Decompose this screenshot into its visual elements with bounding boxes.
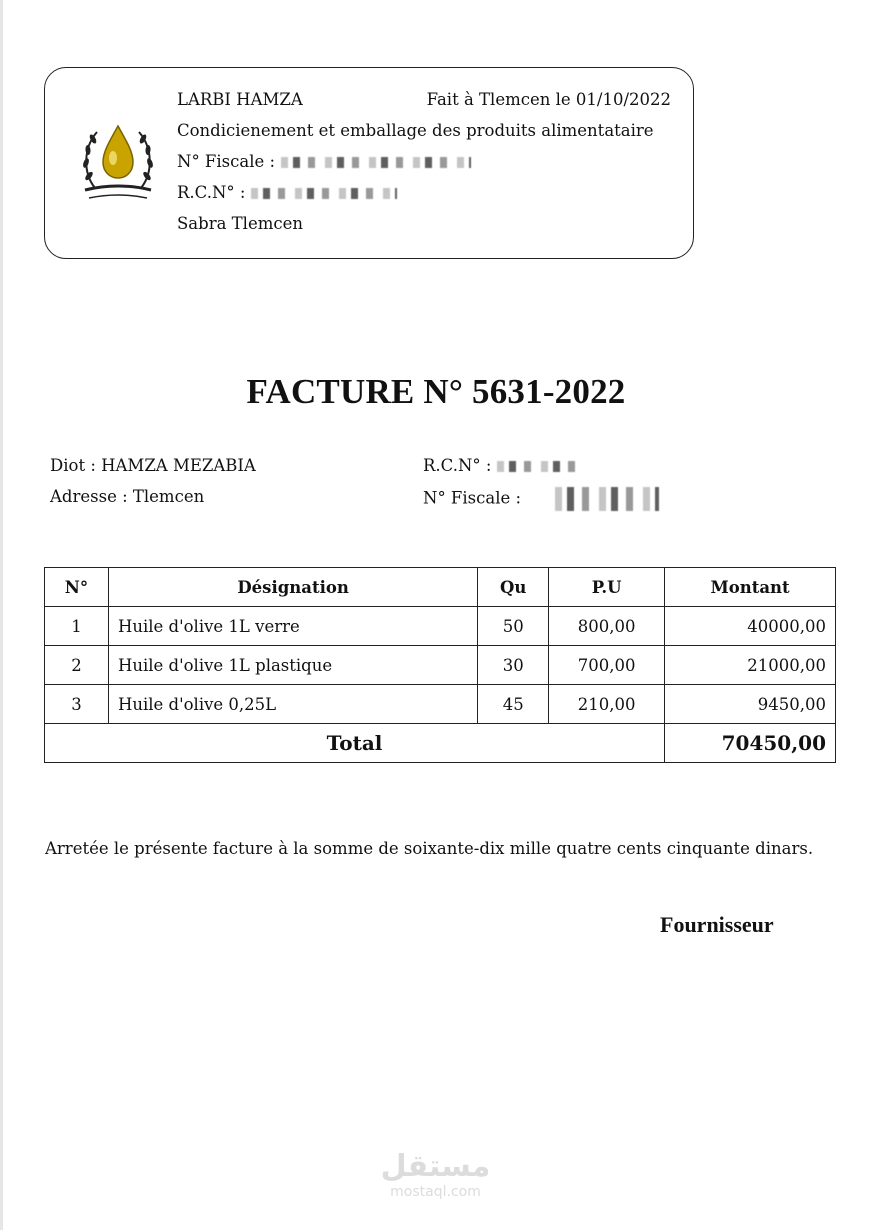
row-quantity: 50	[478, 607, 549, 646]
table-header-row	[45, 568, 836, 607]
redacted-value	[281, 157, 471, 168]
row-unit-price: 800,00	[549, 607, 665, 646]
supplier-address: Sabra Tlemcen	[177, 214, 303, 233]
watermark-arabic: مستقل	[380, 1149, 491, 1184]
row-amount: 9450,00	[665, 685, 836, 724]
row-designation: Huile d'olive 1L plastique	[108, 646, 477, 685]
supplier-activity: Condicienement et emballage des produits alimentataire	[177, 121, 654, 140]
signature-label: Fournisseur	[660, 912, 774, 937]
invoice-table	[44, 567, 836, 763]
place-date: Fait à Tlemcen le 01/10/2022	[426, 90, 671, 109]
row-number: 1	[45, 607, 109, 646]
supplier-rc-label: R.C.N° :	[177, 183, 246, 202]
col-header-unit-price: P.U	[549, 568, 665, 607]
col-header-quantity: Qu	[478, 568, 549, 607]
olive-oil-logo	[75, 118, 161, 210]
col-header-designation: Désignation	[108, 568, 477, 607]
table-row	[45, 685, 836, 724]
client-address: Adresse : Tlemcen	[50, 487, 205, 506]
row-designation: Huile d'olive 1L verre	[108, 607, 477, 646]
client-nif	[423, 487, 659, 511]
supplier-rc	[177, 183, 397, 202]
client-rc	[423, 456, 579, 475]
row-quantity: 45	[478, 685, 549, 724]
row-amount: 21000,00	[665, 646, 836, 685]
row-quantity: 30	[478, 646, 549, 685]
redacted-value	[251, 188, 397, 199]
row-unit-price: 210,00	[549, 685, 665, 724]
watermark-site: mostaql.com	[390, 1184, 481, 1200]
table-row	[45, 646, 836, 685]
total-label: Total	[45, 724, 665, 763]
supplier-nif	[177, 152, 471, 171]
row-number: 2	[45, 646, 109, 685]
amount-in-words: Arretée le présente facture à la somme de soixante-dix mille quatre cents cinquante dinars.	[45, 839, 814, 858]
supplier-header-box	[44, 67, 694, 259]
row-unit-price: 700,00	[549, 646, 665, 685]
client-nif-label: N° Fiscale :	[423, 488, 522, 508]
client-name: Diot : HAMZA MEZABIA	[50, 456, 256, 475]
supplier-name: LARBI HAMZA	[177, 90, 303, 109]
row-designation: Huile d'olive 0,25L	[108, 685, 477, 724]
invoice-title: FACTURE N° 5631-2022	[246, 372, 626, 411]
total-row	[45, 724, 836, 763]
col-header-number: N°	[45, 568, 109, 607]
table-row	[45, 607, 836, 646]
row-amount: 40000,00	[665, 607, 836, 646]
redacted-value	[497, 461, 579, 472]
supplier-nif-label: N° Fiscale :	[177, 152, 276, 171]
client-rc-label: R.C.N° :	[423, 456, 492, 475]
col-header-amount: Montant	[665, 568, 836, 607]
total-value: 70450,00	[665, 724, 836, 763]
redacted-value	[555, 487, 659, 511]
page-edge	[0, 0, 3, 1230]
row-number: 3	[45, 685, 109, 724]
watermark-logo	[368, 1150, 503, 1200]
